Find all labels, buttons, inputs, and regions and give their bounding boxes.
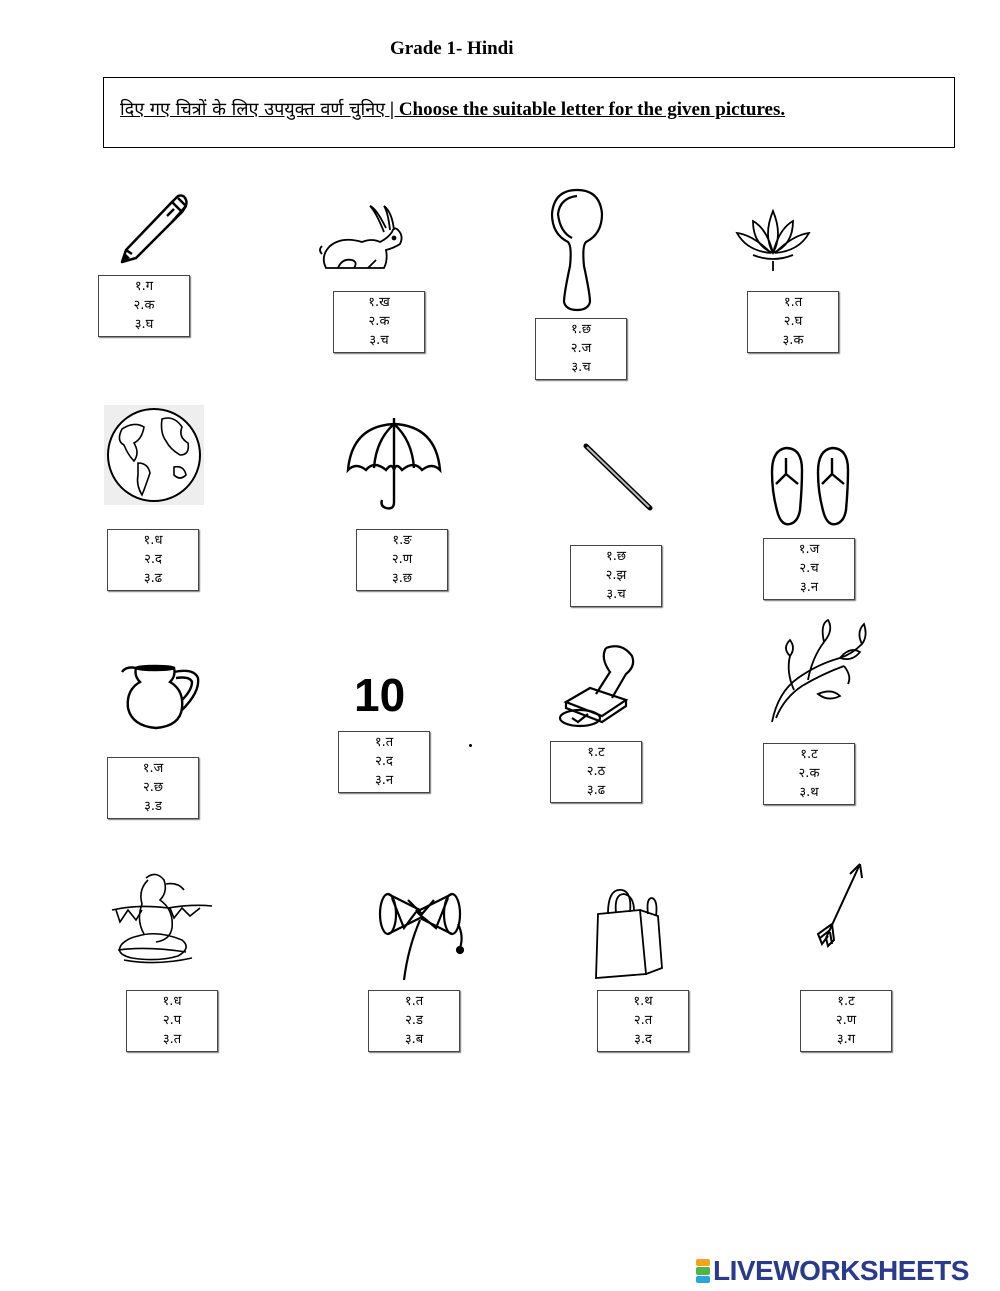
option[interactable]: ३.क xyxy=(782,333,804,349)
option-box-3 xyxy=(535,318,627,380)
option[interactable]: २.क xyxy=(133,297,155,313)
option-box-4 xyxy=(747,291,839,353)
option[interactable]: ३.च xyxy=(369,333,389,349)
page-title: Grade 1- Hindi xyxy=(390,38,514,59)
option[interactable]: ३.थ xyxy=(799,785,819,801)
option[interactable]: ३.त xyxy=(162,1032,182,1048)
rabbit-icon xyxy=(318,202,406,276)
globe-icon xyxy=(104,405,204,505)
option[interactable]: ३.न xyxy=(799,580,819,596)
option[interactable]: १.ज xyxy=(798,541,820,557)
option[interactable]: २.द xyxy=(144,551,162,567)
lotus-icon xyxy=(733,205,813,273)
option[interactable]: १.ट xyxy=(587,744,605,760)
option[interactable]: १.छ xyxy=(605,548,626,564)
bag-icon xyxy=(592,884,664,984)
option[interactable]: ३.घ xyxy=(134,317,154,333)
number-ten: 10 xyxy=(354,669,406,721)
stray-dot xyxy=(469,744,472,747)
option-box-11 xyxy=(550,741,642,803)
option[interactable]: ३.ब xyxy=(404,1032,424,1048)
option-box-15 xyxy=(597,990,689,1052)
instruction-text xyxy=(120,97,785,121)
stamp-icon xyxy=(556,642,640,730)
option[interactable]: १.त xyxy=(783,294,803,310)
option[interactable]: १.त xyxy=(404,993,424,1009)
option-box-1 xyxy=(98,275,190,337)
option-box-2 xyxy=(333,291,425,353)
option[interactable]: १.ग xyxy=(134,278,154,294)
option[interactable]: १.ङ xyxy=(392,532,412,548)
option[interactable]: ३.द xyxy=(634,1032,652,1048)
option-box-14 xyxy=(368,990,460,1052)
option[interactable]: २.क xyxy=(368,313,390,329)
option-box-13 xyxy=(126,990,218,1052)
option-box-16 xyxy=(800,990,892,1052)
option[interactable]: ३.ढ xyxy=(143,571,163,587)
slippers-icon xyxy=(768,444,852,528)
option[interactable]: २.द xyxy=(375,753,393,769)
option-box-8 xyxy=(763,538,855,600)
instruction-english: Choose the suitable letter for the given pictures. xyxy=(398,99,786,120)
option[interactable]: ३.न xyxy=(374,773,394,789)
damru-icon xyxy=(378,888,468,984)
option[interactable]: ३.ढ xyxy=(586,783,606,799)
umbrella-icon xyxy=(344,416,444,512)
option[interactable]: १.ट xyxy=(837,993,855,1009)
option[interactable]: २.च xyxy=(799,560,819,576)
option[interactable]: १.त xyxy=(374,734,394,750)
stick-icon xyxy=(582,442,654,512)
option[interactable]: २.ण xyxy=(835,1012,857,1028)
instruction-separator: | xyxy=(385,99,399,120)
option[interactable]: १.ट xyxy=(800,746,818,762)
option[interactable]: २.ण xyxy=(391,551,413,567)
option[interactable]: ३.छ xyxy=(391,571,412,587)
option[interactable]: २.प xyxy=(162,1012,182,1028)
option[interactable]: २.ज xyxy=(570,340,592,356)
option[interactable]: ३.ग xyxy=(836,1032,856,1048)
option[interactable]: २.ड xyxy=(405,1012,423,1028)
option[interactable]: ३.च xyxy=(606,587,626,603)
option-box-10 xyxy=(338,731,430,793)
option[interactable]: २.ठ xyxy=(586,763,606,779)
arrow-icon xyxy=(814,860,866,948)
option[interactable]: १.ध xyxy=(162,993,182,1009)
option-box-12 xyxy=(763,743,855,805)
option[interactable]: २.त xyxy=(633,1012,653,1028)
spoon-icon xyxy=(548,186,606,314)
branch-icon xyxy=(768,618,868,726)
option[interactable]: २.घ xyxy=(783,313,803,329)
instruction-hindi: दिए गए चित्रों के लिए उपयुक्त वर्ण चुनिए xyxy=(120,99,386,120)
option[interactable]: १.ख xyxy=(368,294,390,310)
option[interactable]: २.झ xyxy=(605,567,627,583)
pen-icon xyxy=(112,192,192,267)
option[interactable]: २.क xyxy=(798,765,820,781)
liveworksheets-logo xyxy=(696,1255,969,1287)
option[interactable]: २.छ xyxy=(142,779,163,795)
logo-mark-icon xyxy=(696,1259,710,1283)
jug-icon xyxy=(118,662,204,732)
option[interactable]: १.ज xyxy=(142,760,164,776)
instruction-box xyxy=(103,77,955,148)
option[interactable]: १.ध xyxy=(143,532,163,548)
option[interactable]: १.छ xyxy=(570,321,591,337)
option-box-7 xyxy=(570,545,662,607)
option[interactable]: ३.ड xyxy=(144,799,162,815)
option-box-5 xyxy=(107,529,199,591)
washerman-icon xyxy=(108,870,214,966)
option-box-9 xyxy=(107,757,199,819)
option[interactable]: ३.च xyxy=(571,360,591,376)
logo-text: LIVEWORKSHEETS xyxy=(713,1255,969,1286)
option[interactable]: १.थ xyxy=(633,993,653,1009)
option-box-6 xyxy=(356,529,448,591)
